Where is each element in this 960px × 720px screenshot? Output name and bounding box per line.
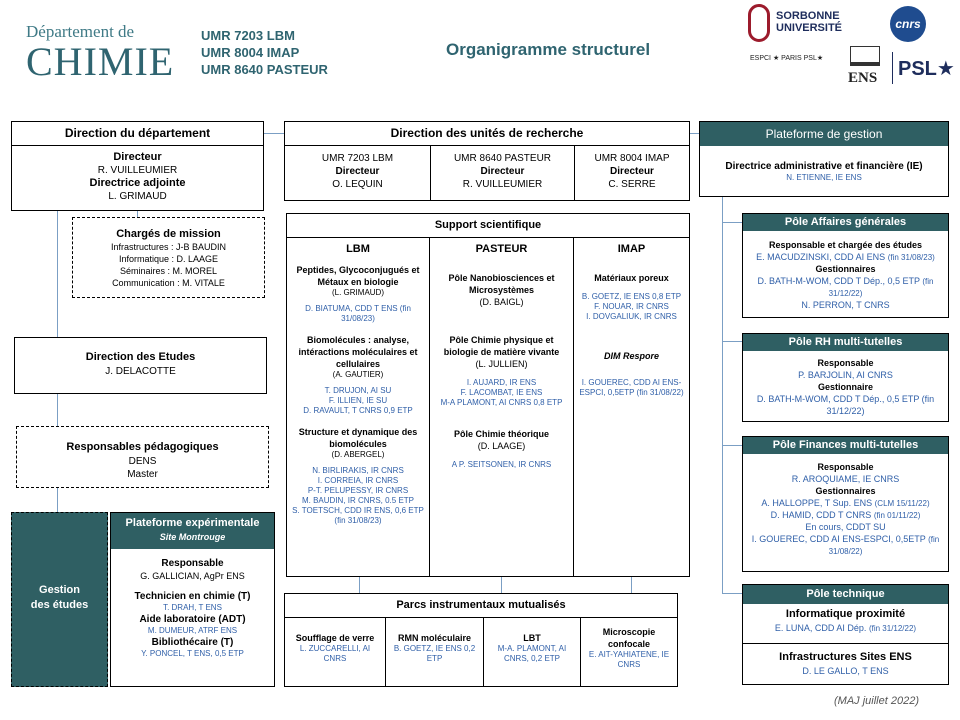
charges-mission-box xyxy=(72,217,265,298)
unit-column-pasteur xyxy=(431,146,575,201)
support-column-imap xyxy=(574,238,689,577)
pasteur-staff: A P. SEITSONEN, IR CNRS xyxy=(451,460,552,469)
direction-departement-title: Direction du département xyxy=(12,122,263,146)
connector xyxy=(722,593,742,594)
psl-logo: PSL★ xyxy=(898,58,955,80)
plateforme-gestion-role: Directrice administrative et financière (IE) xyxy=(725,161,923,172)
parc-title: Microscopie confocale xyxy=(602,627,656,649)
plateforme-resp-label: Responsable xyxy=(161,558,224,569)
pole-fin-title: Pôle Finances multi-tutelles xyxy=(743,437,948,454)
pasteur-group-title: Pôle Chimie physique et biologie de matière vivante xyxy=(443,335,560,357)
pole-ag-person-note: (fin 31/12/22) xyxy=(828,277,934,298)
pole-fin-person-note: (fin 31/08/22) xyxy=(828,535,940,556)
plateforme-gestion-box xyxy=(699,121,949,197)
unit-director-label: Directeur xyxy=(335,166,380,177)
unit-director-label: Directeur xyxy=(610,166,654,177)
pole-tech-person: D. LE GALLO, T ENS xyxy=(802,666,889,676)
direction-etudes-name: J. DELACOTTE xyxy=(105,366,176,377)
charges-mission-item: Informatique : D. LAAGE xyxy=(118,254,219,264)
umr-line: UMR 7203 LBM xyxy=(201,28,295,43)
partner-logos xyxy=(744,0,960,92)
parcs-box xyxy=(284,593,678,687)
pole-ag-label: Gestionnaires xyxy=(815,264,876,274)
pasteur-staff: I. AUJARD, IR ENS xyxy=(466,378,537,387)
pole-ag-person: N. PERRON, T CNRS xyxy=(801,300,890,310)
support-pasteur-title: PASTEUR xyxy=(475,243,528,255)
lbm-group-title: Biomolécules : analyse, intéractions moléculaires et cellulaires xyxy=(298,335,418,369)
pole-ag-box xyxy=(742,213,949,318)
pole-ag-person xyxy=(743,275,948,299)
directeur-name: R. VUILLEUMIER xyxy=(97,165,178,176)
ens-building-icon xyxy=(850,46,880,66)
support-imap-title: IMAP xyxy=(617,243,646,255)
resp-pedago-title: Responsables pédagogiques xyxy=(66,441,219,453)
pole-tech-label: Informatique proximité xyxy=(785,608,906,620)
pole-tech-person-note: (fin 31/12/22) xyxy=(868,624,917,633)
parc-staff: M-A. PLAMONT, AI CNRS, 0,2 ETP xyxy=(497,644,567,663)
pasteur-staff: F. LACOMBAT, IE ENS xyxy=(460,388,543,397)
connector xyxy=(722,196,723,594)
imap-staff: B. GOETZ, IE ENS 0,8 ETP xyxy=(581,292,682,301)
plateforme-aide-label: Aide laboratoire (ADT) xyxy=(139,614,246,625)
sorbonne-logo xyxy=(748,4,770,42)
parc-item xyxy=(386,618,484,687)
plateforme-exp-site: Site Montrouge xyxy=(159,532,226,542)
lbm-staff: I. CORREIA, IR CNRS xyxy=(317,476,399,485)
connector xyxy=(631,577,632,593)
unit-director: C. SERRE xyxy=(608,179,656,190)
pole-ag-label: Responsable et chargée des études xyxy=(768,240,923,250)
lbm-group-lead: (D. ABERGEL) xyxy=(331,450,385,459)
pole-fin-person-note: (CLM 15/11/22) xyxy=(874,499,930,508)
lbm-staff: S. TOETSCH, CDD IR ENS, 0,6 ETP (fin 31/08/23) xyxy=(292,506,424,525)
connector xyxy=(263,133,284,134)
connector xyxy=(722,445,742,446)
pole-rh-person: P. BARJOLIN, AI CNRS xyxy=(798,370,893,380)
unit-name: UMR 8640 PASTEUR xyxy=(453,153,552,164)
connector xyxy=(359,577,360,593)
pole-fin-person xyxy=(743,497,948,509)
connector xyxy=(501,577,502,593)
page-title: Organigramme structurel xyxy=(446,40,651,59)
pole-fin-person: En cours, CDDT SU xyxy=(805,522,886,532)
unit-name: UMR 7203 LBM xyxy=(321,153,394,164)
lbm-group-title: Peptides, Glycoconjugués et Métaux en biologie xyxy=(296,265,420,287)
imap-staff: I. DOVGALIUK, IR CNRS xyxy=(586,312,677,321)
pole-tech-person xyxy=(743,622,948,634)
plateforme-biblio-label: Bibliothécaire (T) xyxy=(151,637,234,648)
lbm-staff: F. ILLIEN, IE SU xyxy=(328,396,388,405)
parc-title: Soufflage de verre xyxy=(295,633,375,643)
pole-fin-person xyxy=(743,509,948,521)
plateforme-tech: T. DRAH, T ENS xyxy=(163,603,222,612)
adjointe-name: L. GRIMAUD xyxy=(108,191,167,202)
pole-rh-box xyxy=(742,333,949,422)
plateforme-gestion-name: N. ETIENNE, IE ENS xyxy=(786,173,862,182)
imap-group-title: DIM Respore xyxy=(603,351,659,361)
gestion-etudes-box xyxy=(11,512,108,687)
espci-logo: ESPCI ★ PARIS PSL★ xyxy=(750,55,824,62)
lbm-staff: D. BIATUMA, CDD T ENS (fin 31/08/23) xyxy=(305,304,411,323)
resp-pedago-dens: DENS xyxy=(128,456,157,467)
direction-unites-box xyxy=(284,121,690,201)
parc-item xyxy=(484,618,581,687)
pole-tech-label: Infrastructures Sites ENS xyxy=(779,651,912,663)
pasteur-staff: M-A PLAMONT, AI CNRS 0,8 ETP xyxy=(440,398,563,407)
pasteur-group-lead: (L. JULLIEN) xyxy=(475,359,528,369)
connector xyxy=(57,210,58,338)
lbm-group-lead: (A. GAUTIER) xyxy=(332,370,384,379)
imap-group-title: Matériaux poreux xyxy=(594,273,669,283)
pole-fin-label: Gestionnaires xyxy=(815,486,876,496)
support-title: Support scientifique xyxy=(287,214,689,238)
gestion-etudes-line1: Gestion xyxy=(39,584,80,596)
pole-ag-person-note: (fin 31/08/23) xyxy=(887,253,935,262)
connector xyxy=(690,133,699,134)
pole-ag-person-name: E. MACUDZINSKI, CDD AI ENS xyxy=(756,252,886,262)
direction-unites-title: Direction des unités de recherche xyxy=(285,122,689,146)
charges-mission-item: Communication : M. VITALE xyxy=(112,278,225,288)
pole-fin-person xyxy=(743,533,948,557)
unit-name: UMR 8004 IMAP xyxy=(594,153,670,164)
parc-staff: E. AIT-YAHIATENE, IE CNRS xyxy=(588,650,670,669)
pole-fin-box xyxy=(742,436,949,572)
plateforme-gestion-title: Plateforme de gestion xyxy=(700,122,948,146)
psl-divider xyxy=(892,52,893,84)
pole-tech-person-name: E. LUNA, CDD AI Dép. xyxy=(774,623,867,633)
pole-rh-person: D. BATH-M-WOM, CDD T Dép., 0,5 ETP (fin 31/12/22) xyxy=(756,394,935,416)
ens-logo: ENS xyxy=(848,70,878,86)
pole-rh-label: Responsable xyxy=(817,358,874,368)
sorbonne-text: SORBONNE UNIVERSITÉ xyxy=(776,10,843,34)
unit-director-label: Directeur xyxy=(480,166,525,177)
pasteur-group-lead: (D. LAAGE) xyxy=(477,441,526,451)
logo-dept-line1: Département de xyxy=(26,22,135,41)
lbm-staff: T. DRUJON, AI SU xyxy=(324,386,392,395)
parc-staff: L. ZUCCARELLI, AI CNRS xyxy=(299,644,371,663)
unit-column-lbm xyxy=(285,146,431,201)
cnrs-logo: cnrs xyxy=(890,6,926,42)
lbm-staff: D. RAVAULT, T CNRS 0,9 ETP xyxy=(303,406,413,415)
connector xyxy=(57,394,58,426)
connector xyxy=(722,341,742,342)
pole-rh-title: Pôle RH multi-tutelles xyxy=(743,334,948,351)
direction-etudes-title: Direction des Etudes xyxy=(85,351,196,363)
unit-director: R. VUILLEUMIER xyxy=(462,179,543,190)
charges-mission-item: Séminaires : M. MOREL xyxy=(119,266,218,276)
support-lbm-title: LBM xyxy=(346,243,370,255)
logo-dept-line2: CHIMIE xyxy=(26,39,175,84)
pole-fin-person-note: (fin 01/11/22) xyxy=(873,511,921,520)
parc-item xyxy=(285,618,386,687)
plateforme-biblio: Y. PONCEL, T ENS, 0,5 ETP xyxy=(141,649,244,658)
charges-mission-title: Chargés de mission xyxy=(116,228,221,240)
umr-line: UMR 8004 IMAP xyxy=(201,45,300,60)
gestion-etudes-line2: des études xyxy=(30,599,89,611)
parc-title: LBT xyxy=(523,633,541,643)
pole-ag-title: Pôle Affaires générales xyxy=(743,214,948,231)
umr-line: UMR 8640 PASTEUR xyxy=(201,62,328,77)
pole-fin-person-name: I. GOUEREC, CDD AI ENS-ESPCI, 0,5ETP xyxy=(751,534,926,544)
pole-fin-person-name: A. HALLOPPE, T Sup. ENS xyxy=(761,498,873,508)
support-column-pasteur xyxy=(430,238,574,577)
pole-fin-person-name: D. HAMID, CDD T CNRS xyxy=(770,510,872,520)
resp-pedago-box xyxy=(16,426,269,488)
parcs-title: Parcs instrumentaux mutualisés xyxy=(285,594,677,618)
support-column-lbm xyxy=(287,238,430,577)
plateforme-exp-title: Plateforme expérimentale xyxy=(125,517,260,529)
imap-staff: I. GOUEREC, CDD AI ENS-ESPCI, 0,5ETP (fin 31/08/22) xyxy=(579,378,684,397)
pole-tech-box xyxy=(742,584,949,685)
connector xyxy=(722,222,742,223)
parc-item xyxy=(581,618,677,687)
pole-ag-person xyxy=(743,251,948,263)
plateforme-exp-box xyxy=(110,512,275,687)
lbm-group-lead: (L. GRIMAUD) xyxy=(332,288,384,297)
plateforme-aide: M. DUMEUR, ATRF ENS xyxy=(147,626,238,635)
pole-rh-label: Gestionnaire xyxy=(817,382,873,392)
parc-staff: B. GOETZ, IE ENS 0,2 ETP xyxy=(393,644,476,663)
direction-departement-box xyxy=(11,121,264,211)
pasteur-group-lead: (D. BAIGL) xyxy=(479,297,524,307)
parc-title: RMN moléculaire xyxy=(397,633,472,643)
pasteur-group-title: Pôle Nanobiosciences et Microsystèmes xyxy=(448,273,555,295)
pole-ag-person-name: D. BATH-M-WOM, CDD T Dép., 0,5 ETP xyxy=(757,276,920,286)
direction-etudes-box xyxy=(14,337,267,394)
maj-date: (MAJ juillet 2022) xyxy=(834,695,919,707)
lbm-group-title: Structure et dynamique des biomolécules xyxy=(298,427,418,449)
umr-list xyxy=(201,27,328,78)
plateforme-resp: G. GALLICIAN, AgPr ENS xyxy=(140,571,245,581)
imap-staff: F. NOUAR, IR CNRS xyxy=(594,302,669,311)
resp-pedago-master: Master xyxy=(127,469,158,480)
lbm-staff: P-T. PELUPESSY, IR CNRS xyxy=(307,486,409,495)
charges-mission-item: Infrastructures : J-B BAUDIN xyxy=(110,242,227,252)
lbm-staff: M. BAUDIN, IR CNRS, 0.5 ETP xyxy=(301,496,415,505)
adjointe-label: Directrice adjointe xyxy=(89,177,186,189)
lbm-staff: N. BIRLIRAKIS, IR CNRS xyxy=(312,466,404,475)
directeur-label: Directeur xyxy=(113,151,162,163)
pole-fin-person: R. AROQUIAME, IE CNRS xyxy=(791,474,900,484)
connector xyxy=(57,488,58,512)
pole-tech-title: Pôle technique xyxy=(743,585,948,604)
plateforme-tech-label: Technicien en chimie (T) xyxy=(134,591,251,602)
logo-departement xyxy=(26,22,186,82)
pasteur-group-title: Pôle Chimie théorique xyxy=(453,429,549,439)
support-box xyxy=(286,213,690,577)
unit-column-imap xyxy=(575,146,689,201)
unit-director: O. LEQUIN xyxy=(332,179,383,190)
pole-fin-label: Responsable xyxy=(817,462,874,472)
